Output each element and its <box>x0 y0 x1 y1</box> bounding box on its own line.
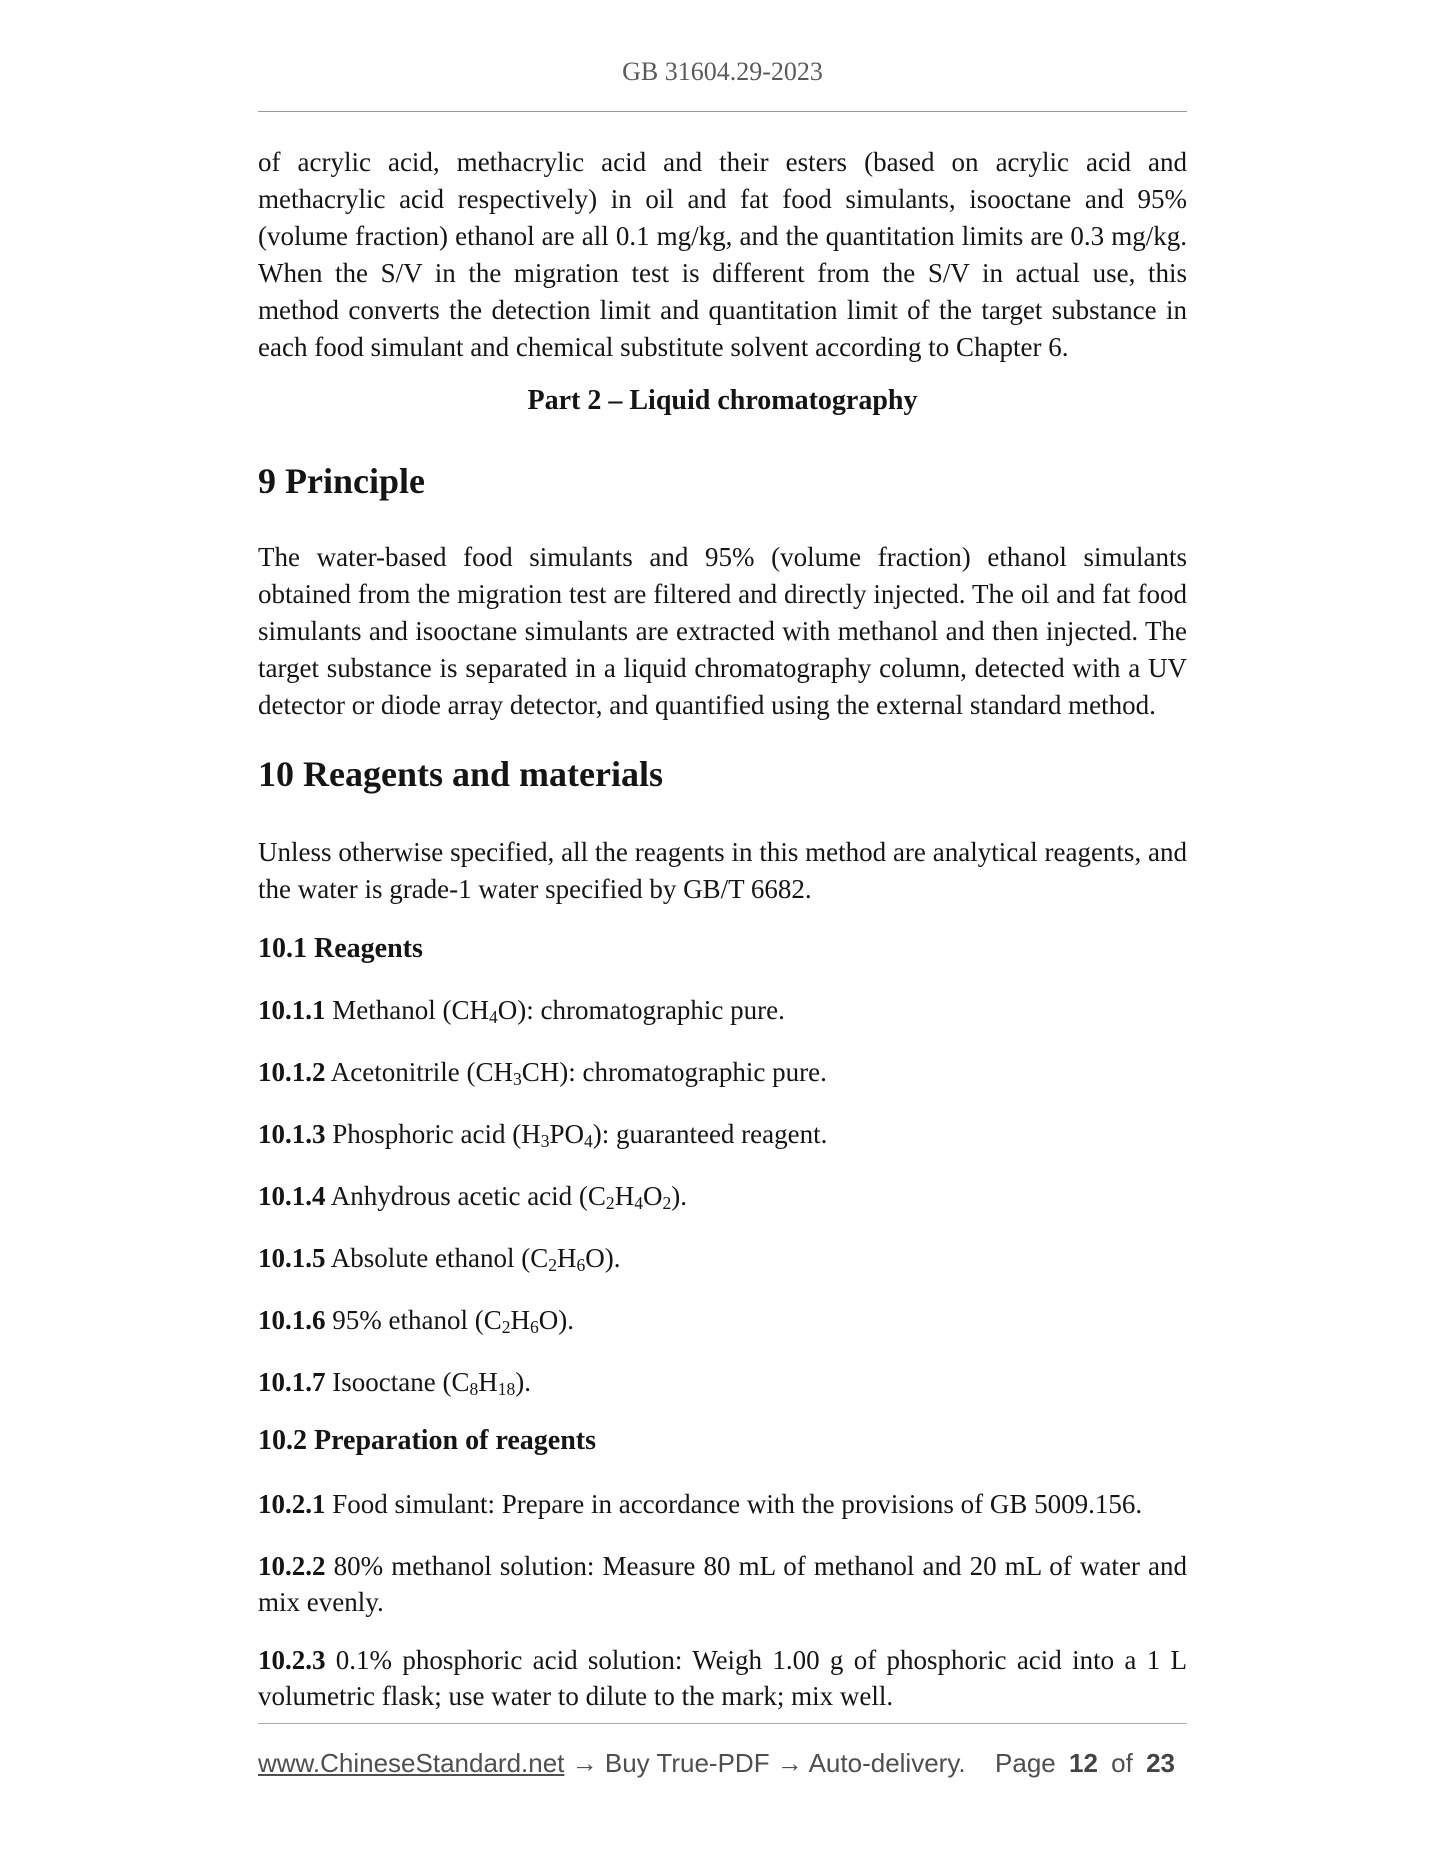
section-10-intro-paragraph: Unless otherwise specified, all the reagents in this method are analytical reagents, and the water is grade-1 water specified by GB/T 6682. <box>258 837 1187 904</box>
item-number: 10.2.3 <box>258 1645 326 1675</box>
continuation-paragraph: of acrylic acid, methacrylic acid and their esters (based on acrylic acid and methacrylic acid respectively) in oil and fat food simulants, isooctane and 95% (volume fraction) ethanol are all 0.1 mg/kg, and the quantitation limits are 0.3 mg/kg. When the S/V in the migration test is different from the S/V in actual use, this method converts the detection limit and quantitation limit of the target substance in each food simulant and chemical substitute solvent according to Chapter 6. <box>258 147 1187 362</box>
item-text: Isooctane $(C_8H_{18})$. <box>325 1367 531 1399</box>
footer-left <box>258 1748 966 1778</box>
reagent-item <box>258 1302 1187 1338</box>
page-of-label: of <box>1111 1748 1133 1778</box>
page-indicator <box>995 1748 1187 1778</box>
header-rule <box>258 111 1187 112</box>
item-text: Phosphoric acid $(H_3PO_4)$: guaranteed reagent. <box>325 1119 828 1151</box>
footer-rule <box>258 1723 1187 1724</box>
item-number: 10.1.7 <box>258 1367 326 1397</box>
item-number: 10.1.3 <box>258 1119 326 1149</box>
item-text: Acetonitrile $(CH_3CH)$: chromatographic pure. <box>325 1057 827 1089</box>
item-number: 10.1.4 <box>258 1181 326 1211</box>
reagent-item <box>258 1240 1187 1276</box>
reagent-item <box>258 1054 1187 1090</box>
page-content <box>258 58 1187 1714</box>
part-2-title: Part 2 – Liquid chromatography <box>527 385 918 416</box>
item-number: 10.1.5 <box>258 1243 326 1273</box>
item-text: Absolute ethanol $(C_2H_6O)$. <box>325 1243 621 1275</box>
item-text: 80% methanol solution: Measure 80 mL of methanol and 20 mL of water and mix evenly. <box>258 1551 1187 1617</box>
item-text: 95% ethanol $(C_2H_6O)$. <box>325 1305 574 1337</box>
reagent-item <box>258 1364 1187 1400</box>
item-text: 0.1% phosphoric acid solution: Weigh 1.00 g of phosphoric acid into a 1 L volumetric flask; use water to dilute to the mark; mix well. <box>258 1645 1187 1711</box>
page-total: 23 <box>1146 1748 1175 1778</box>
preparation-item <box>258 1486 1187 1522</box>
page-current: 12 <box>1069 1748 1098 1778</box>
section-9-paragraph: The water-based food simulants and 95% (volume fraction) ethanol simulants obtained from the migration test are filtered and directly injected. The oil and fat food simulants and isooctane simulants are extracted with methanol and then injected. The target substance is separated in a liquid chromatography column, detected with a UV detector or diode array detector, and quantified using the external standard method. <box>258 542 1187 720</box>
item-number: 10.2.2 <box>258 1551 326 1581</box>
item-text: Food simulant: Prepare in accordance with the provisions of GB 5009.156. <box>325 1489 1143 1519</box>
preparation-item <box>258 1642 1187 1714</box>
item-text: Methanol $(CH_4O)$: chromatographic pure. <box>325 995 785 1027</box>
page-footer <box>258 1723 1187 1778</box>
reagent-item <box>258 1116 1187 1152</box>
section-9-heading: 9 Principle <box>258 461 425 501</box>
item-number: 10.1.6 <box>258 1305 326 1335</box>
item-text: Anhydrous acetic acid $(C_2H_4O_2)$. <box>325 1181 687 1213</box>
item-number: 10.1.2 <box>258 1057 326 1087</box>
standard-number-header: GB 31604.29-2023 <box>622 57 823 86</box>
subsection-10-1-heading: 10.1 Reagents <box>258 933 423 964</box>
page-label: Page <box>995 1748 1056 1778</box>
footer-tagline: → Buy True-PDF → Auto-delivery. <box>571 1748 966 1778</box>
footer-website-link[interactable]: www.ChineseStandard.net <box>258 1748 565 1778</box>
subsection-10-2-heading: 10.2 Preparation of reagents <box>258 1425 597 1456</box>
reagent-item <box>258 992 1187 1028</box>
reagent-item <box>258 1178 1187 1214</box>
item-number: 10.2.1 <box>258 1489 326 1519</box>
section-10-heading: 10 Reagents and materials <box>258 754 663 794</box>
item-number: 10.1.1 <box>258 995 326 1025</box>
preparation-item <box>258 1548 1187 1620</box>
